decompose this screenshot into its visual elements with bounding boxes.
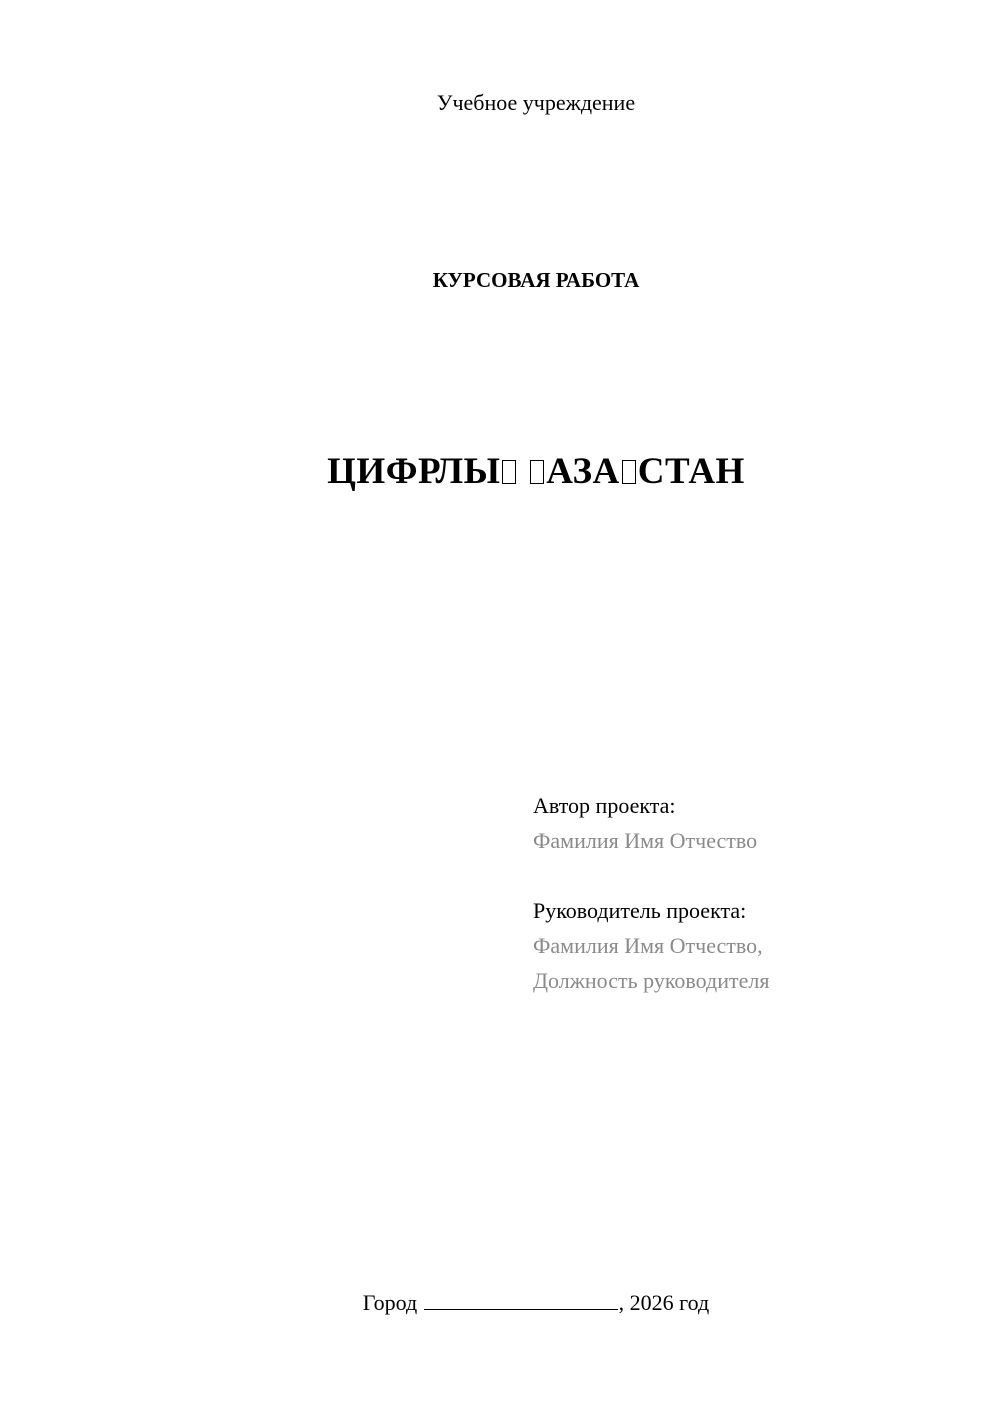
city-blank-underline bbox=[424, 1291, 618, 1310]
author-block bbox=[533, 788, 757, 858]
year-text: , 2026 год bbox=[618, 1290, 710, 1315]
supervisor-label: Руководитель проекта: bbox=[533, 898, 747, 923]
missing-glyph-icon bbox=[530, 460, 544, 484]
missing-glyph-icon bbox=[502, 460, 516, 484]
project-title bbox=[0, 450, 1000, 493]
supervisor-position: Должность руководителя bbox=[533, 968, 770, 993]
city-label: Город bbox=[362, 1290, 418, 1315]
title-part-2: АЗА bbox=[546, 451, 620, 492]
author-name: Фамилия Имя Отчество bbox=[533, 828, 758, 853]
title-part-1: ЦИФРЛЫ bbox=[327, 451, 501, 492]
institution-name: Учебное учреждение bbox=[436, 90, 636, 115]
supervisor-name: Фамилия Имя Отчество, bbox=[533, 933, 763, 958]
supervisor-block bbox=[533, 893, 769, 998]
missing-glyph-icon bbox=[622, 460, 636, 484]
author-label: Автор проекта: bbox=[533, 793, 676, 818]
work-type-heading: КУРСОВАЯ РАБОТА bbox=[432, 268, 640, 292]
city-year-line bbox=[0, 1290, 1000, 1316]
title-part-3: СТАН bbox=[637, 451, 745, 492]
